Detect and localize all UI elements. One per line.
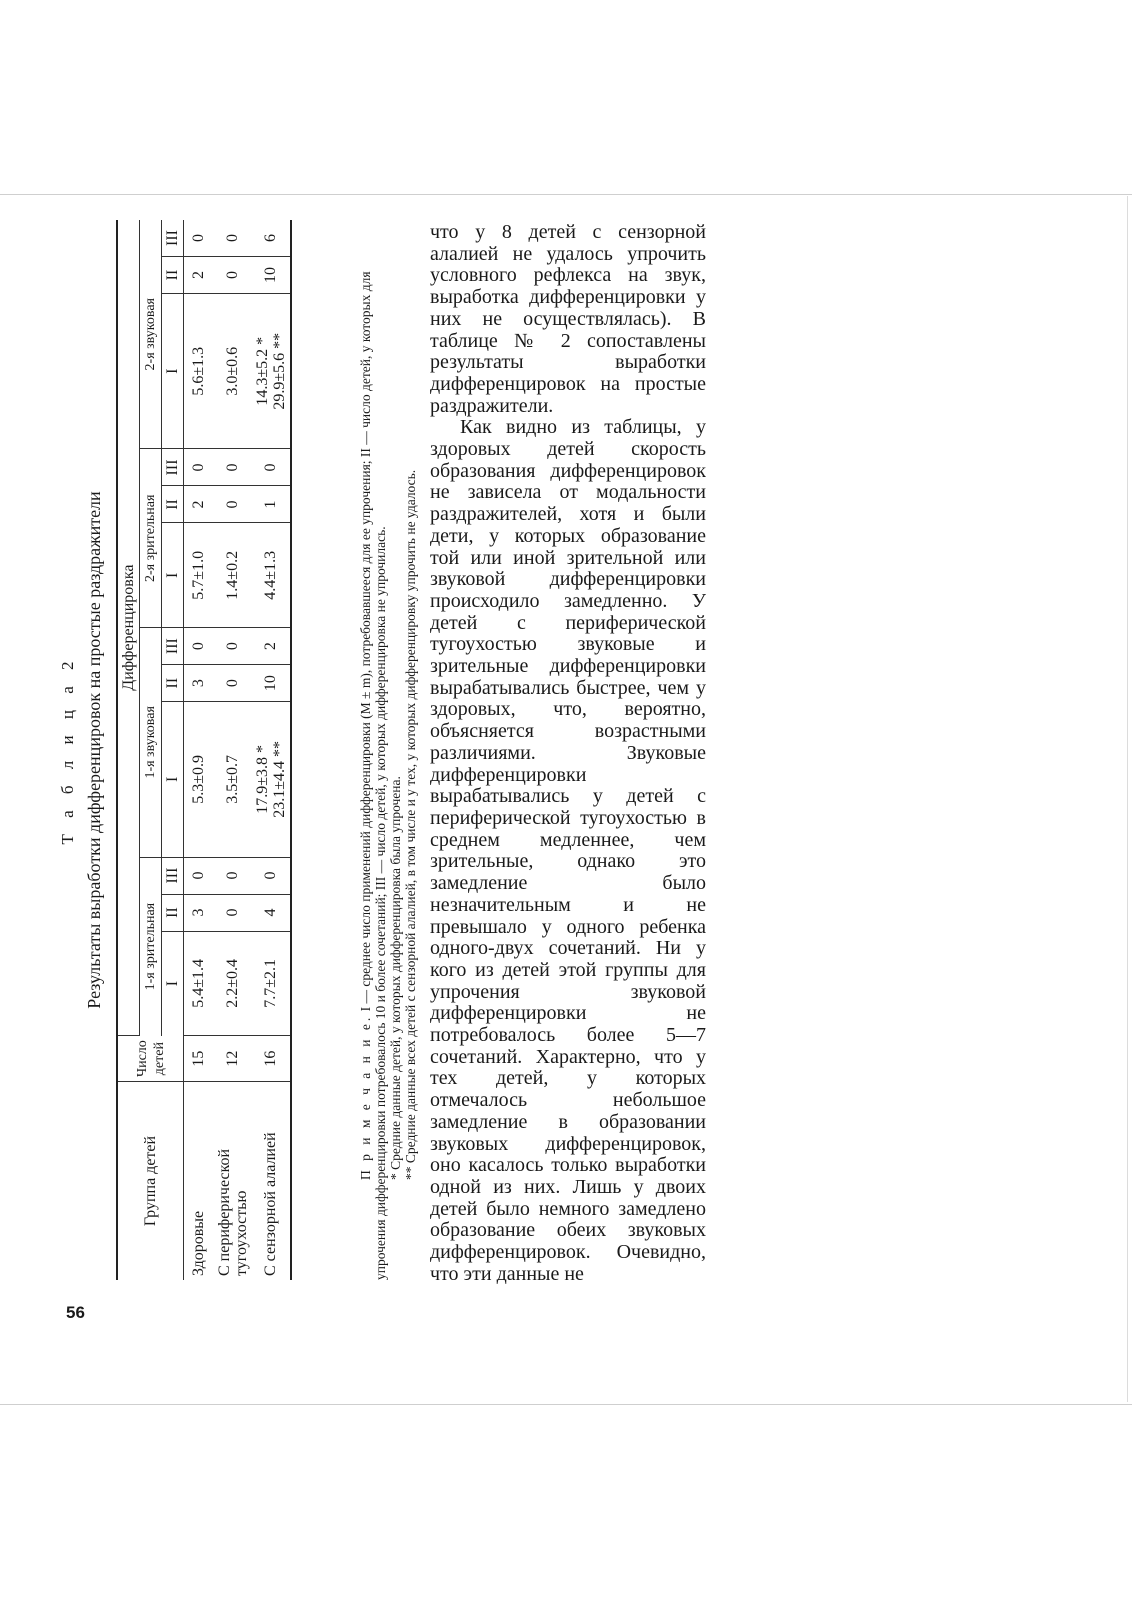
col-II: II [162,486,184,523]
cell: 5.4±1.4 [184,931,214,1036]
table-row [184,220,214,1280]
note-text: I — среднее число применений дифференцировки (M ± m), потребовавшееся для ее упрочения; II — число детей, у которых для упрочения дифференцировки потребовалось 10 и более сочетаний; III — число детей, у которых дифференцировка не упрочилась. [358,271,388,1280]
cell: 5.6±1.3 [184,294,214,449]
note-star1: * Средние данные детей, у которых дифференцировка была упрочена. [388,776,403,1180]
cell-value: 17.9±3.8 * [253,744,271,814]
col-I: I [162,931,184,1036]
header-count: Число детей [117,1036,184,1082]
results-table [116,220,292,1280]
cell: 2 [184,486,214,523]
cell: 0 [214,449,252,486]
header-sub-3: 2-я зрительная [140,449,162,628]
page-number: 56 [66,1303,85,1322]
cell: 0 [252,857,291,894]
cell: 4 [252,894,291,931]
table-notes [358,220,418,1280]
cell: 2.2±0.4 [214,931,252,1036]
col-III: III [162,628,184,665]
cell: 0 [214,628,252,665]
cell: 3 [184,894,214,931]
cell: 0 [214,894,252,931]
paragraph-1: что у 8 детей с сензорной алалией не удалось упрочить условного рефлекса на звук, выработка дифференцировки у них не осуществлялась). В таблице № 2 сопоставлены результаты выработки дифференцировок на простые раздражители. [430,221,706,417]
col-III: III [162,220,184,257]
cell: 0 [252,449,291,486]
cell: 5.7±1.0 [184,523,214,628]
cell: 0 [184,857,214,894]
cell: 0 [214,857,252,894]
header-sub-4: 2-я звуковая [140,220,162,449]
cell-value-all: 29.9±5.6 ** [270,332,288,410]
cell: 0 [184,628,214,665]
table-caption: Т а б л и ц а 2 [58,655,77,845]
cell-value: 14.3±5.2 * [253,336,271,406]
header-group: Группа детей [117,1082,184,1281]
rotated-table-block [58,220,448,1280]
row-group: С сензорной алалией [252,1082,291,1281]
cell: 0 [214,665,252,702]
col-III: III [162,857,184,894]
cell: 0 [214,220,252,257]
cell: 0 [184,449,214,486]
cell: 5.3±0.9 [184,702,214,857]
header-sub-2: 1-я звуковая [140,628,162,857]
cell-value-all: 23.1±4.4 ** [270,740,288,818]
header-differentiation: Дифференцировка [117,220,140,1036]
cell: 2 [184,257,214,294]
cell: 3.0±0.6 [214,294,252,449]
note-star2: ** Средние данные всех детей с сензорной алалией, в том числе и у тех, у которых дифференцировку упрочить не удалось. [403,469,418,1180]
table-title: Результаты выработки дифференцировок на простые раздражители [84,491,104,1009]
cell: 0 [214,486,252,523]
scan-top-border [0,194,1132,195]
scan-bottom-border [0,1404,1132,1405]
table-row [214,220,252,1280]
cell [252,294,291,449]
cell: 0 [214,257,252,294]
cell: 3.5±0.7 [214,702,252,857]
paragraph-2: Как видно из таблицы, у здоровых детей скорость образования дифференцировок не зависела от модальности раздражителей, хотя и были дети, у которых образование той или иной зрительной или звуковой дифференцировки происходило замедленно. У детей с периферической тугоухостью звуковые и зрительные дифференцировки вырабатывались быстрее, чем у здоровых, что, вероятно, объясняется возрастными различиями. Звуковые дифференцировки вырабатывались у детей с периферической тугоухостью в среднем медленнее, чем зрительные, однако это замедление было незначительным и не превышало у одного ребенка одного-двух сочетаний. Ни у кого из детей этой группы для упрочения звуковой дифференцировки не потребовалось более 5—7 сочетаний. Характерно, что у тех детей, у которых отмечалось небольшое замедление в образовании звуковых дифференцировок, оно касалось только выработки одной из них. Лишь у двоих детей было немного замедлено образование обеих звуковых дифференцировок. Очевидно, что эти данные не [430,416,706,1285]
row-count: 16 [252,1036,291,1082]
col-I: I [162,702,184,857]
row-group: Здоровые [190,1210,208,1276]
cell: 7.7±2.1 [252,931,291,1036]
row-count: 12 [214,1036,252,1082]
cell: 10 [252,665,291,702]
cell: 1 [252,486,291,523]
header-sub-1: 1-я зрительная [140,857,162,1036]
cell [252,702,291,857]
col-II: II [162,665,184,702]
col-II: II [162,257,184,294]
col-I: I [162,523,184,628]
body-text-column [430,222,706,1285]
row-count: 15 [184,1036,214,1082]
col-I: I [162,294,184,449]
cell: 1.4±0.2 [214,523,252,628]
col-III: III [162,449,184,486]
cell: 10 [252,257,291,294]
col-II: II [162,894,184,931]
cell: 6 [252,220,291,257]
page-right-edge [1127,196,1128,1402]
cell: 3 [184,665,214,702]
cell: 4.4±1.3 [252,523,291,628]
table-row [252,220,291,1280]
note-label: П р и м е ч а н и е. [358,1014,373,1180]
cell: 0 [184,220,214,257]
cell: 2 [252,628,291,665]
row-group: С периферической тугоухостью [215,1148,250,1276]
